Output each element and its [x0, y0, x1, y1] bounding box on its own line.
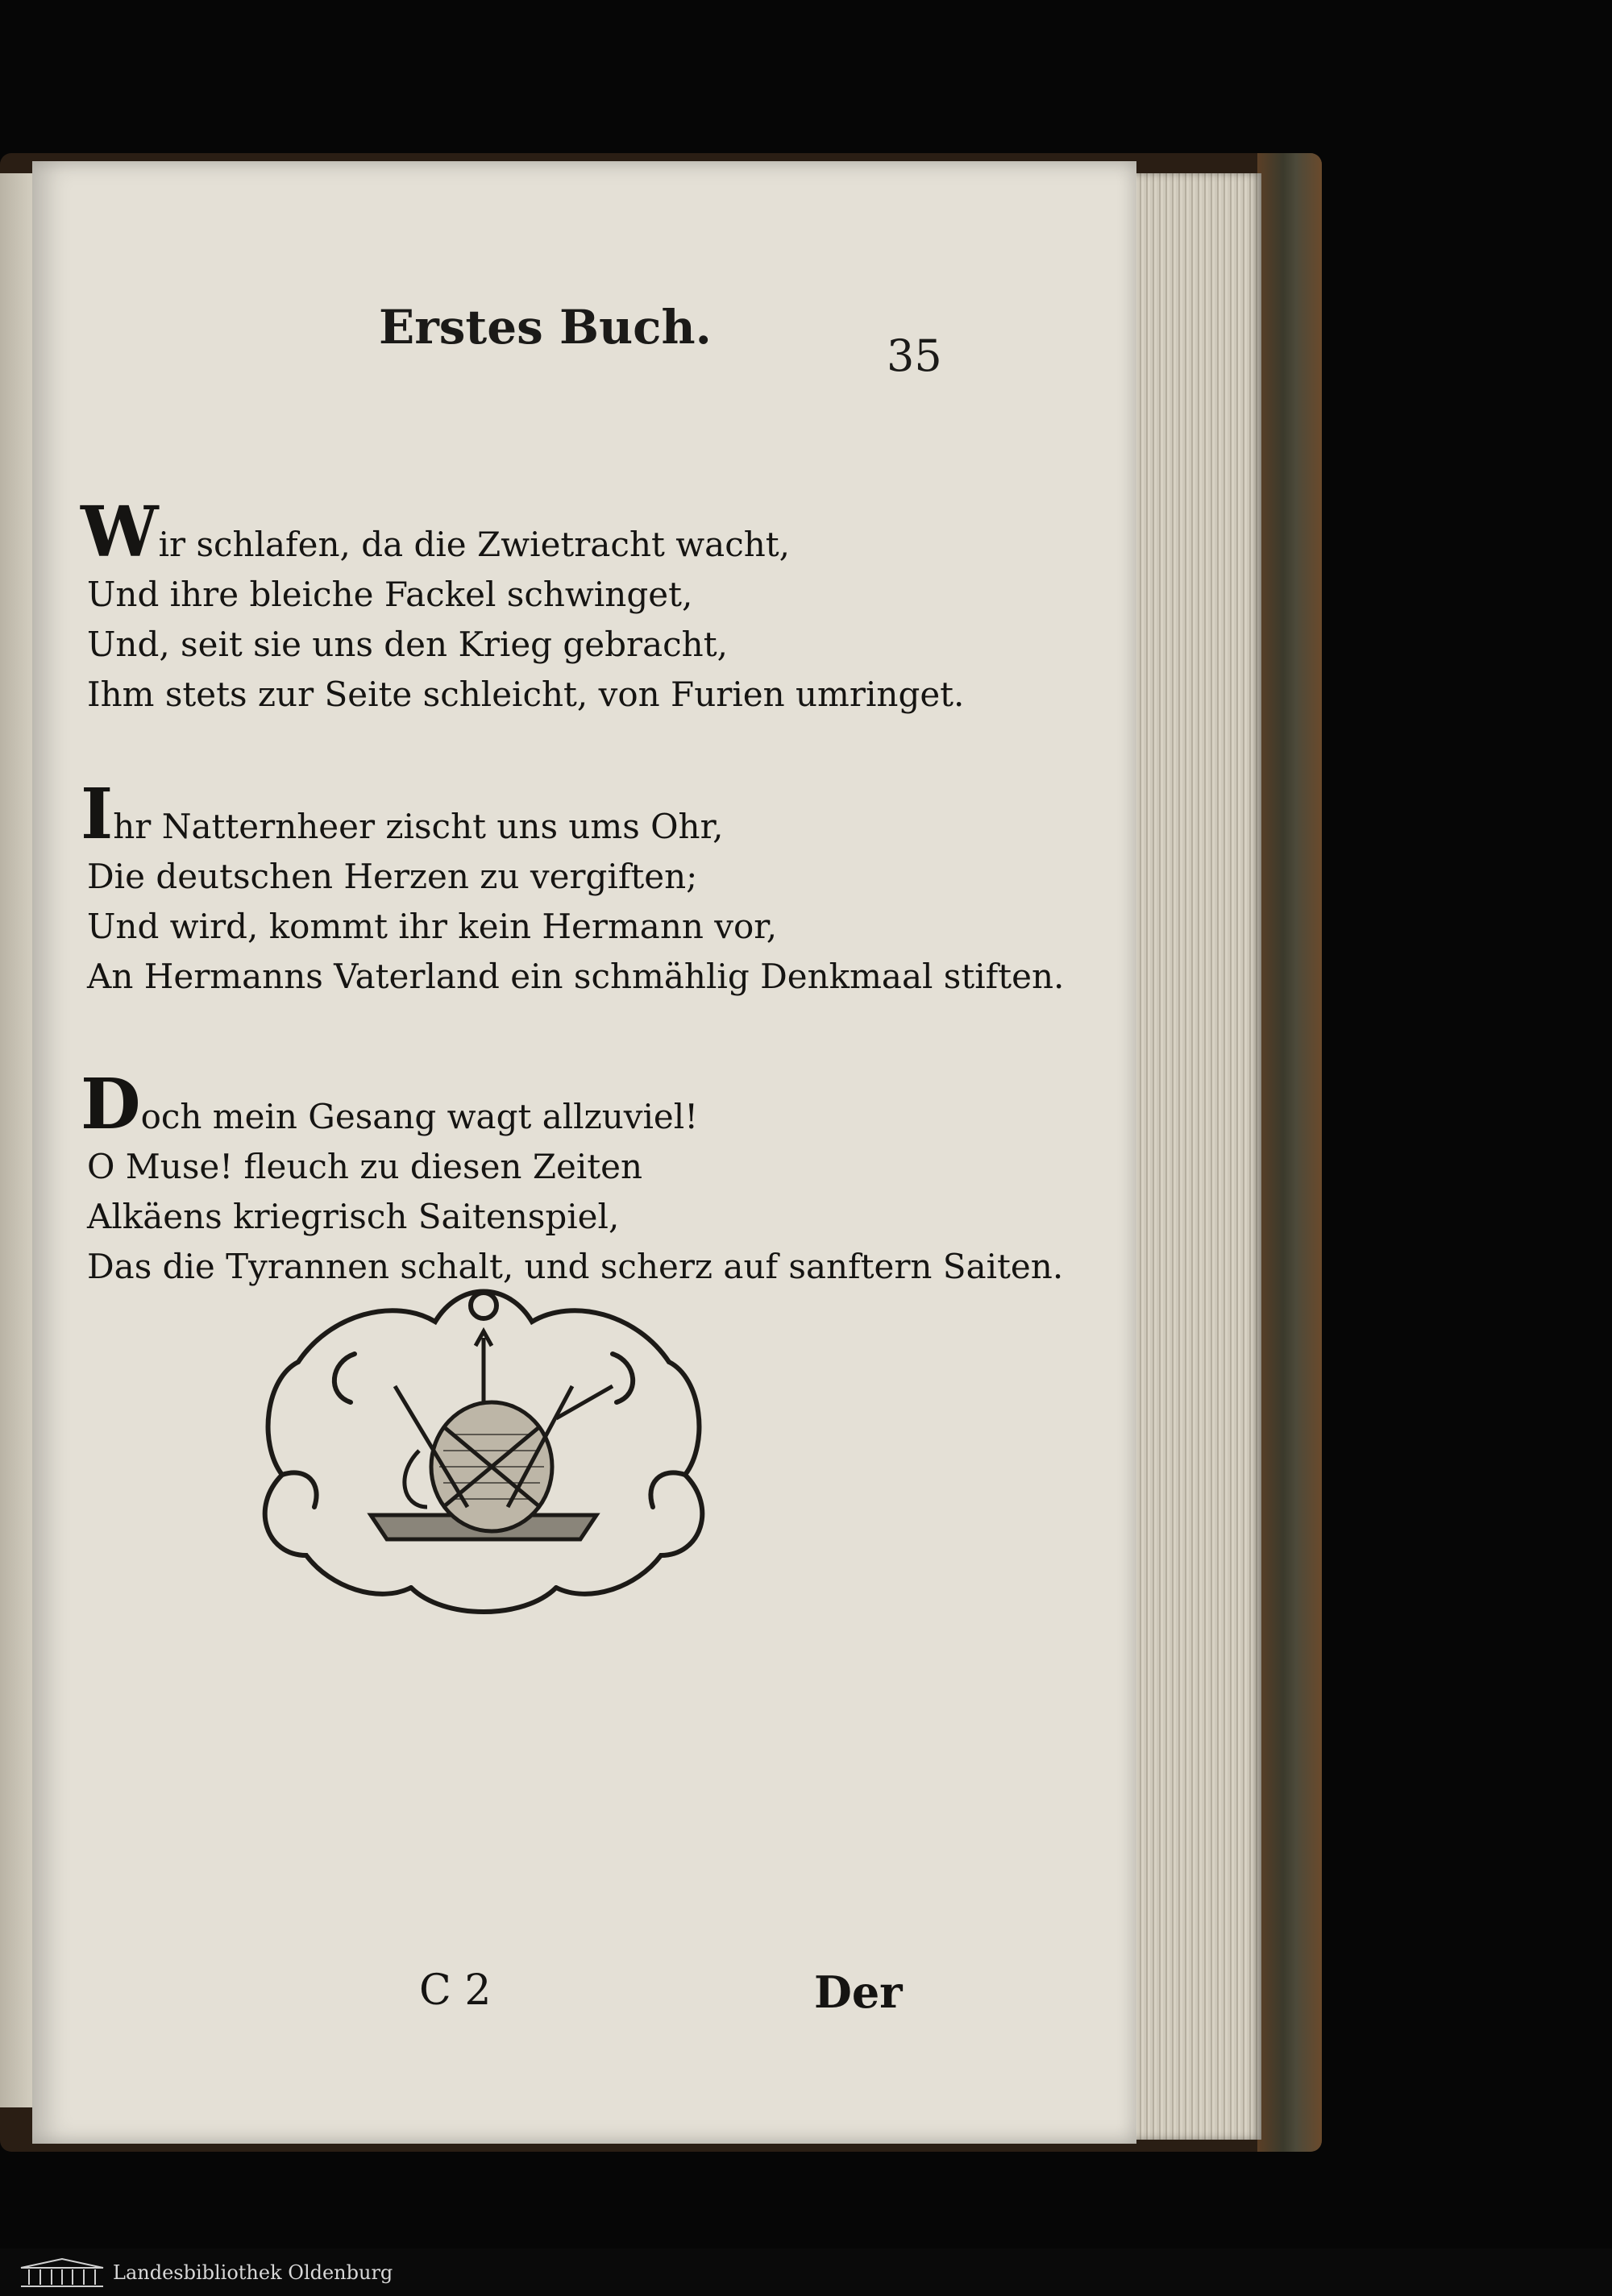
- verse-line: Doch mein Gesang wagt allzuviel!: [81, 1064, 699, 1145]
- stanza-1: [81, 492, 1048, 720]
- verse-line: An Hermanns Vaterland ein schmählig Denkmaal stiften.: [87, 957, 1065, 996]
- verse-line: Ihr Natternheer zischt uns ums Ohr,: [81, 774, 724, 855]
- ornamental-vignette: [234, 1265, 733, 1636]
- verse-line: Das die Tyrannen schalt, und scherz auf sanftern Saiten.: [87, 1247, 1064, 1286]
- library-name: Landesbibliothek Oldenburg: [113, 2261, 393, 2284]
- page-edges: [1124, 173, 1261, 2140]
- book-binding-edge: [1257, 153, 1322, 2152]
- verse-line: Und, seit sie uns den Krieg gebracht,: [87, 625, 728, 664]
- stanza-3: [81, 1064, 1064, 1292]
- verse-line: Wir schlafen, da die Zwietracht wacht,: [81, 492, 791, 573]
- verse-line: Ihm stets zur Seite schleicht, von Furien umringet.: [87, 675, 965, 714]
- running-head: Erstes Buch.: [379, 300, 712, 355]
- book-page: [32, 161, 1136, 2144]
- drop-initial: D: [81, 1064, 141, 1145]
- verse-line: O Muse! fleuch zu diesen Zeiten: [87, 1147, 643, 1186]
- drop-initial: W: [81, 492, 159, 573]
- verse-line: Und ihre bleiche Fackel schwinget,: [87, 575, 693, 614]
- printer-signature: C 2: [419, 1966, 492, 2015]
- page-number: 35: [887, 330, 942, 381]
- library-building-icon: [18, 2257, 106, 2289]
- drop-initial: I: [81, 774, 114, 855]
- verse-line: Alkäens kriegrisch Saitenspiel,: [87, 1197, 620, 1236]
- catchword: Der: [814, 1966, 903, 2018]
- stanza-2: [81, 774, 1065, 1002]
- verse-line: Die deutschen Herzen zu vergiften;: [87, 857, 698, 896]
- footer-bar: [0, 2248, 1612, 2296]
- verse-line: Und wird, kommt ihr kein Hermann vor,: [87, 907, 778, 946]
